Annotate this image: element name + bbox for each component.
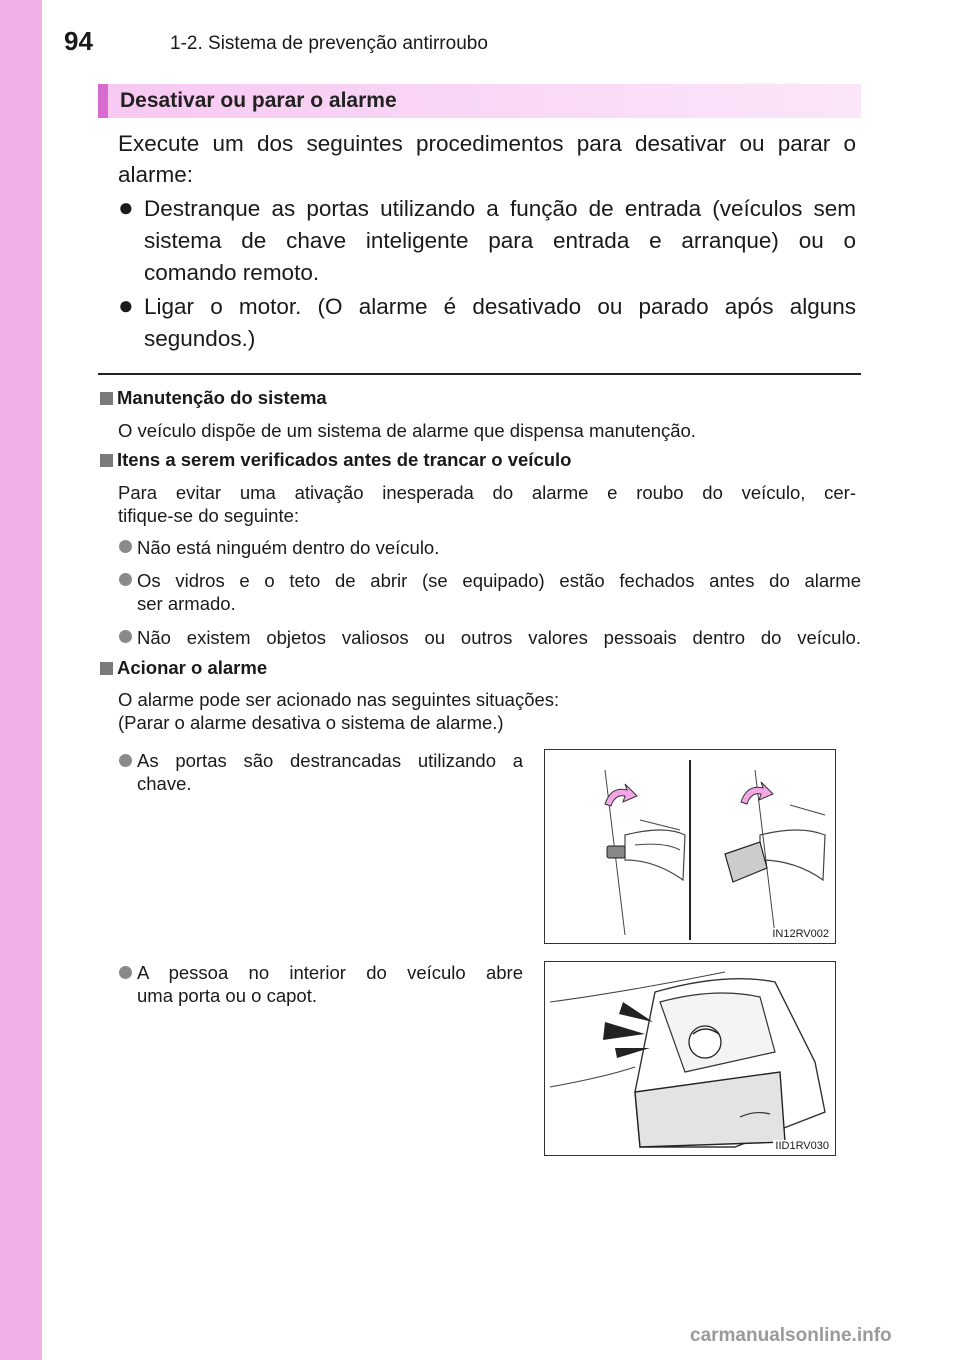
trigger-item-1-line-1: As portas são destrancadas utilizando a bbox=[137, 750, 523, 771]
bullet1-line-1: Destranque as portas utilizando a função de entrada (veículos sem bbox=[144, 196, 856, 221]
intro-line-2: alarme: bbox=[118, 162, 194, 187]
bullet-dot-icon bbox=[119, 754, 132, 767]
bullet-dot-icon bbox=[119, 966, 132, 979]
watermark-footer: carmanualsonline.info bbox=[690, 1325, 892, 1346]
check-item-1: Não está ninguém dentro do veículo. bbox=[137, 537, 440, 558]
heading-square-icon bbox=[100, 662, 113, 675]
bullet1-line-2: sistema de chave inteligente para entrada e arranque) ou o bbox=[144, 228, 856, 253]
bullet-icon: ● bbox=[118, 192, 134, 222]
section-divider bbox=[98, 373, 861, 375]
figure-code: IN12RV002 bbox=[772, 928, 829, 940]
check-text-line-2: tifique-se do seguinte: bbox=[118, 505, 300, 526]
trigger-item-2-line-2: uma porta ou o capot. bbox=[137, 985, 317, 1006]
page-number: 94 bbox=[64, 26, 93, 56]
trigger-text-line-2: (Parar o alarme desativa o sistema de alarme.) bbox=[118, 712, 504, 733]
trigger-heading: Acionar o alarme bbox=[117, 657, 268, 678]
trigger-item-2-line-1: A pessoa no interior do veículo abre bbox=[137, 962, 523, 983]
bullet-icon: ● bbox=[118, 290, 134, 320]
bullet2-line-2: segundos.) bbox=[144, 326, 256, 351]
bullet-dot-icon bbox=[119, 573, 132, 586]
figure-person-opening-door-illustration bbox=[544, 961, 836, 1156]
figure-key-unlock-illustration bbox=[544, 749, 836, 944]
trigger-text-line-1: O alarme pode ser acionado nas seguintes situações: bbox=[118, 689, 560, 710]
running-title: 1-2. Sistema de prevenção antirroubo bbox=[170, 33, 488, 54]
intro-line-1: Execute um dos seguintes procedimentos para desativar ou parar o bbox=[118, 131, 856, 156]
car-door-drawing bbox=[545, 962, 835, 1155]
check-heading: Itens a serem verificados antes de trancar o veículo bbox=[117, 449, 572, 470]
maintenance-text: O veículo dispõe de um sistema de alarme que dispensa manutenção. bbox=[118, 420, 696, 441]
check-item-2-line-2: ser armado. bbox=[137, 593, 236, 614]
door-lock-drawing bbox=[545, 750, 835, 943]
section-title-bar bbox=[98, 84, 861, 118]
bullet1-line-3: comando remoto. bbox=[144, 260, 320, 285]
section-title: Desativar ou parar o alarme bbox=[120, 89, 397, 112]
check-item-3: Não existem objetos valiosos ou outros valores pessoais dentro do veículo. bbox=[137, 627, 861, 648]
bullet2-line-1: Ligar o motor. (O alarme é desativado ou parado após alguns bbox=[144, 294, 856, 319]
maintenance-heading: Manutenção do sistema bbox=[117, 387, 327, 408]
chapter-side-tab bbox=[0, 0, 42, 1360]
check-item-2-line-1: Os vidros e o teto de abrir (se equipado) estão fechados antes do alarme bbox=[137, 570, 861, 591]
heading-square-icon bbox=[100, 454, 113, 467]
bullet-dot-icon bbox=[119, 540, 132, 553]
bullet-dot-icon bbox=[119, 630, 132, 643]
check-text-line-1: Para evitar uma ativação inesperada do alarme e roubo do veículo, cer- bbox=[118, 482, 856, 503]
figure-code: IID1RV030 bbox=[775, 1140, 829, 1152]
heading-square-icon bbox=[100, 392, 113, 405]
trigger-item-1-line-2: chave. bbox=[137, 773, 192, 794]
